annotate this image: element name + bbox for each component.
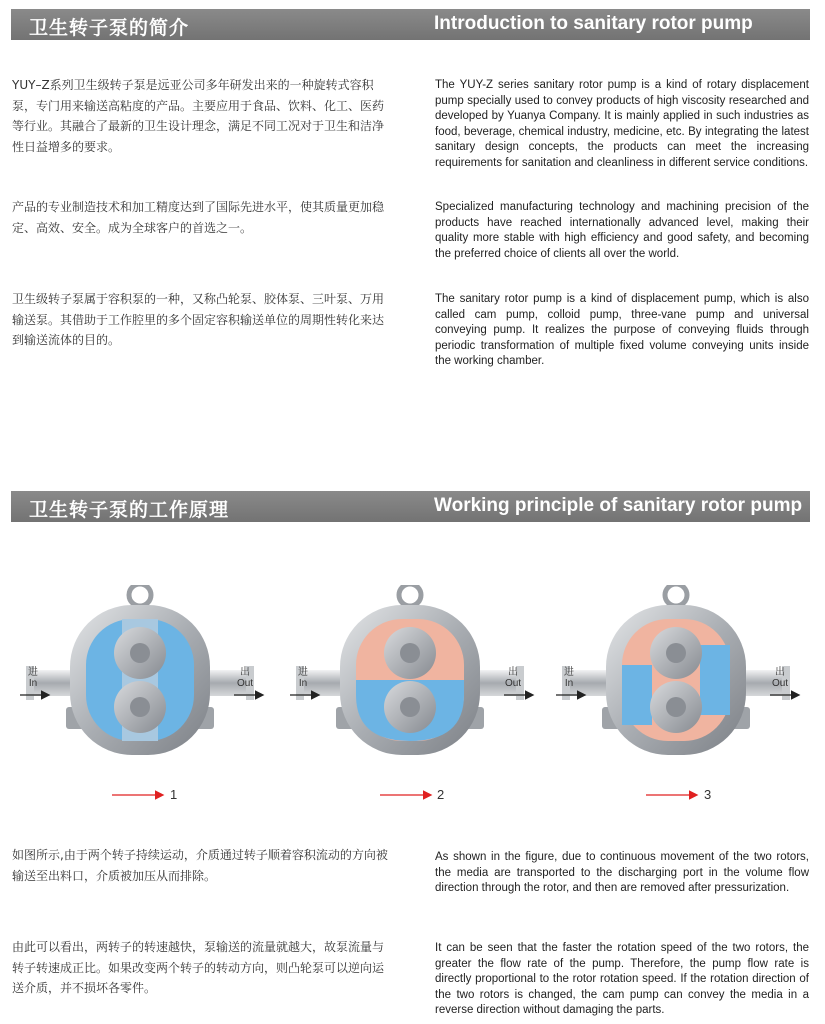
- in-zh: 进: [564, 667, 574, 678]
- intro-paragraph-en-2: Specialized manufacturing technology and machining precision of the products have reached internationally advanced level, making their quality more stable with high efficiency and good safety, and becoming the preferred choice of clients all over the world.: [435, 201, 809, 260]
- out-zh: 出: [240, 667, 250, 678]
- intro-banner: [11, 9, 810, 40]
- pump-3-out-label: [769, 667, 791, 689]
- pump-3: [562, 585, 790, 755]
- principle-paragraph-zh-1: 如图所示,由于两个转子持续运动，介质通过转子顺着容积流动的方向被输送至出料口，介质被加压从而排除。: [12, 848, 388, 883]
- in-zh: 进: [28, 667, 38, 678]
- principle-title-en: Working principle of sanitary rotor pump: [434, 495, 803, 516]
- pump-1-in-label: [22, 667, 44, 689]
- pump-3-in-label: [558, 667, 580, 689]
- in-en: In: [298, 678, 308, 689]
- in-zh: 进: [298, 667, 308, 678]
- step-number-1: 1: [170, 787, 178, 802]
- principle-title-zh: 卫生转子泵的工作原理: [29, 499, 230, 521]
- intro-paragraph-zh-3: 卫生级转子泵属于容积泵的一种，又称凸轮泵、胶体泵、三叶泵、万用输送泵。其借助于工作腔里的多个固定容积输送单位的周期性转化来达到输送流体的目的。: [12, 292, 385, 347]
- pump-1-out-label: [234, 667, 256, 689]
- intro-paragraph-en-3: The sanitary rotor pump is a kind of displacement pump, which is also called cam pump, colloid pump, three-vane pump and universal conveying pump. It realizes the purpose of conveying fluids through periodic transformation of multiple fixed volume conveying units inside the working chamber.: [435, 293, 809, 368]
- principle-paragraph-en-1: As shown in the figure, due to continuous movement of the two rotors, the media are transported to the discharging port in the volume flow direction through the rotor, and then are removed after pressurization.: [435, 851, 809, 895]
- intro-title-zh: 卫生转子泵的简介: [29, 17, 190, 39]
- pump-diagram: [0, 585, 825, 810]
- principle-banner: [11, 491, 810, 522]
- out-zh: 出: [775, 667, 785, 678]
- intro-paragraph-zh-1: YUY–Z系列卫生级转子泵是远亚公司多年研发出来的一种旋转式容积泵，专门用来输送高粘度的产品。主要应用于食品、饮料、化工、医药等行业。其融合了最新的卫生设计理念，满足不同工况对于卫生和洁净性日益增多的要求。: [12, 78, 385, 154]
- out-en: Out: [504, 678, 522, 689]
- step-number-3: 3: [704, 787, 712, 802]
- intro-title-en: Introduction to sanitary rotor pump: [434, 13, 753, 34]
- out-zh: 出: [508, 667, 518, 678]
- out-en: Out: [771, 678, 789, 689]
- principle-paragraph-zh-2: 由此可以看出，两转子的转速越快，泵输送的流量就越大，故泵流量与转子转速成正比。如果改变两个转子的转动方向，则凸轮泵可以逆向运送介质，并不损坏各零件。: [12, 940, 385, 995]
- pump-1: [26, 585, 254, 755]
- step-number-2: 2: [437, 787, 445, 802]
- intro-paragraph-zh-2: 产品的专业制造技术和加工精度达到了国际先进水平，使其质量更加稳定、高效、安全。成为全球客户的首选之一。: [12, 200, 385, 235]
- in-en: In: [564, 678, 574, 689]
- pump-2-in-label: [292, 667, 314, 689]
- principle-paragraph-en-2: It can be seen that the faster the rotation speed of the two rotors, the greater the flow rate of the pump. Therefore, the pump flow rate is directly proportional to the rotor rotation speed. If the rotation direction of the two rotors is changed, the cam pump can convey the media in a reverse direction without damaging the parts.: [435, 942, 809, 1017]
- out-en: Out: [236, 678, 254, 689]
- pump-2-out-label: [502, 667, 524, 689]
- intro-paragraph-en-1: The YUY-Z series sanitary rotor pump is a kind of rotary displacement pump specially used to convey products of high viscosity researched and developed by Yuanya Company. It is mainly applied in such industries as food, beverage, chemical industry, medicine, etc. By integrating the latest sanitary design concepts, the products can meet the increasing requirements for sanitation and cleanliness in different service conditions.: [435, 79, 809, 169]
- in-en: In: [28, 678, 38, 689]
- pump-2: [296, 585, 524, 755]
